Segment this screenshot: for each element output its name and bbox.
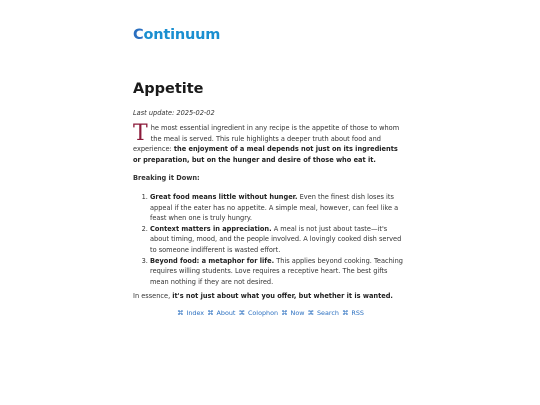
logo-first-letter: C (133, 27, 144, 43)
last-update: Last update: 2025-02-02 (133, 109, 215, 117)
footer-nav (0, 308, 540, 318)
command-icon: ⌘ (238, 309, 245, 317)
footer-link-about[interactable]: About (216, 309, 236, 317)
logo-text: ontinuum (143, 27, 221, 43)
list-item (150, 256, 406, 288)
point-text: Even the finest dish loses its appeal if the eater has no appetite. A simple meal, however, can feel like a feast when one is truly hungry. (150, 192, 399, 223)
footer-link-rss[interactable]: RSS (351, 309, 364, 317)
command-icon: ⌘ (341, 309, 349, 317)
site-logo-link[interactable] (133, 26, 220, 44)
point-bold: Context matters in appreciation. (150, 224, 272, 233)
essence-paragraph (133, 291, 406, 302)
essence-bold: it's not just about what you offer, but whether it is wanted. (172, 292, 393, 301)
point-text: A meal is not just about taste—it's about timing, mood, and the people involved. A lovingly cooked dish served to someone indifferent is wasted effort. (150, 224, 402, 254)
page-title: Appetite (133, 81, 204, 97)
footer-link-search[interactable]: Search (316, 309, 339, 317)
breakdown-heading: Breaking it Down: (133, 174, 200, 183)
list-item (150, 192, 406, 224)
intro-bold: the enjoyment of a meal depends not just on its ingredients or preparation, but on the hunger and desire of those who eat it. (133, 145, 398, 164)
command-icon: ⌘ (207, 309, 214, 317)
footer-link-now[interactable]: Now (290, 309, 305, 317)
footer-link-index[interactable]: Index (186, 309, 205, 317)
intro-text: he most essential ingredient in any recipe is the appetite of those to whom the meal is served. This rule highlights a deeper truth about food and experience: (133, 124, 400, 154)
points-list (133, 192, 406, 287)
command-icon: ⌘ (177, 309, 184, 317)
footer-link-colophon[interactable]: Colophon (247, 309, 279, 317)
command-icon: ⌘ (307, 309, 314, 317)
point-text: This applies beyond cooking. Teaching requires willing students. Love requires a receptive heart. The best gifts mean nothing if they are not desired. (150, 256, 403, 286)
essence-text: In essence, (133, 292, 173, 301)
point-bold: Great food means little without hunger. (150, 192, 298, 201)
command-icon: ⌘ (281, 309, 288, 317)
main-content (133, 24, 406, 302)
drop-cap: T (133, 121, 148, 146)
list-item (150, 224, 406, 256)
point-bold: Beyond food: a metaphor for life. (150, 256, 275, 265)
intro-paragraph (133, 123, 406, 165)
